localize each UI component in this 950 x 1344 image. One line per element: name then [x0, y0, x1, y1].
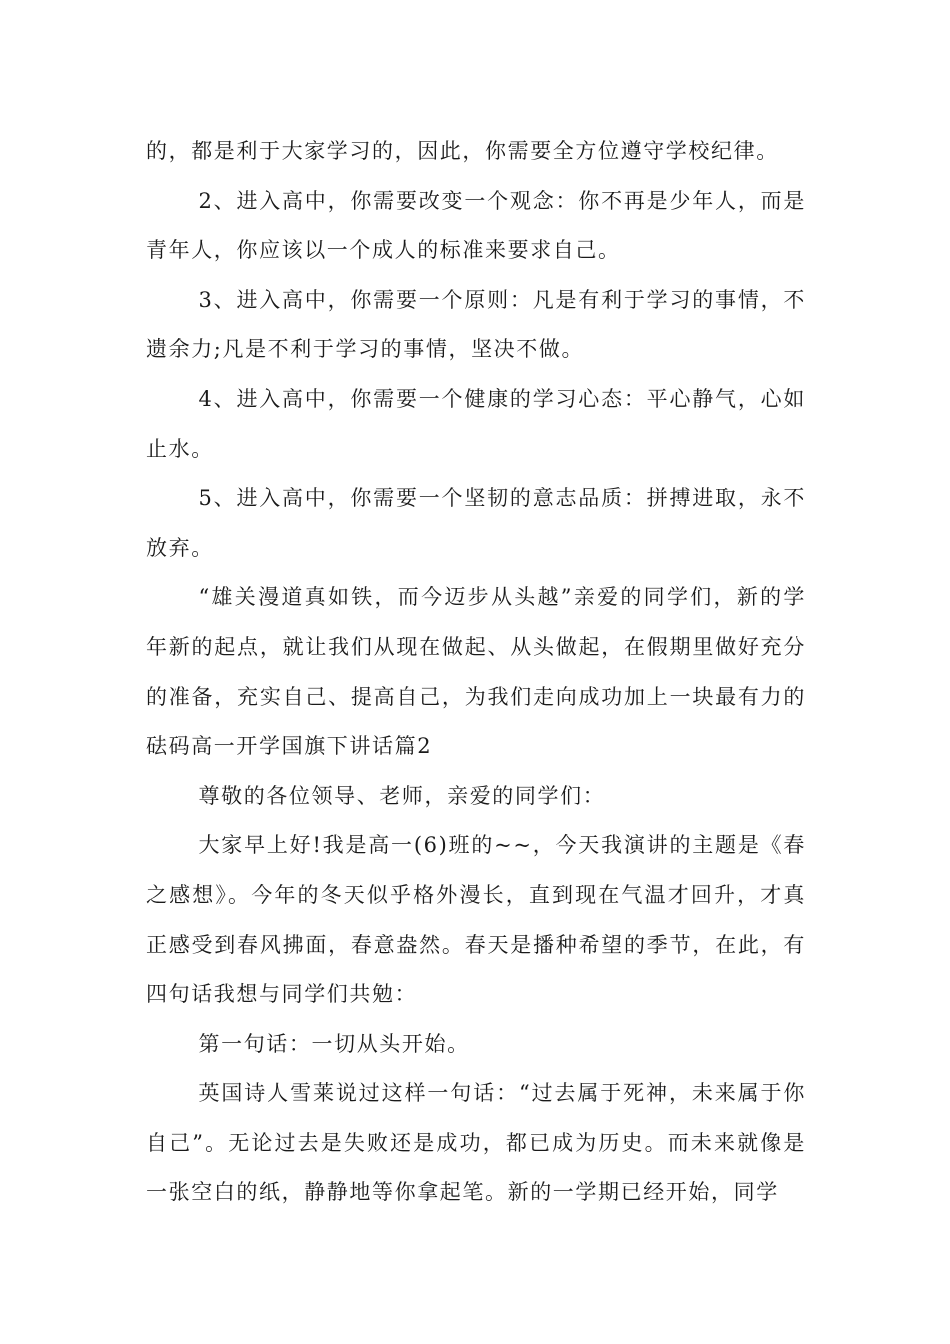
paragraph: 3、进入高中，你需要一个原则：凡是有利于学习的事情，不遗余力;凡是不利于学习的事情，坚决不做。 [146, 287, 806, 362]
paragraph: 5、进入高中，你需要一个坚韧的意志品质：拼搏进取，永不放弃。 [146, 486, 806, 560]
body-text [146, 127, 806, 1218]
paragraph: 第一句话：一切从头开始。 [198, 1031, 470, 1056]
paragraph: 2、进入高中，你需要改变一个观念：你不再是少年人，而是青年人，你应该以一个成人的标准来要求自己。 [146, 188, 806, 263]
paragraph: “雄关漫道真如铁，而今迈步从头越”亲爱的同学们，新的学年新的起点，就让我们从现在做起、从头做起，在假期里做好充分的准备，充实自己、提高自己，为我们走向成功加上一块最有力的砝码高一开学国旗下讲话篇2 [146, 585, 806, 759]
paragraph: 的，都是利于大家学习的，因此，你需要全方位遵守学校纪律。 [146, 139, 779, 163]
paragraph: 英国诗人雪莱说过这样一句话：“过去属于死神，未来属于你自己”。无论过去是失败还是成功，都已成为历史。而未来就像是一张空白的纸，静静地等你拿起笔。新的一学期已经开始，同学 [146, 1081, 806, 1205]
paragraph: 4、进入高中，你需要一个健康的学习心态：平心静气，心如止水。 [146, 386, 806, 461]
paragraph: 尊敬的各位领导、老师，亲爱的同学们： [198, 783, 606, 808]
paragraph: 大家早上好!我是高一(6)班的~~，今天我演讲的主题是《春之感想》。今年的冬天似乎格外漫长，直到现在气温才回升，才真正感受到春风拂面，春意盎然。春天是播种希望的季节，在此，有四句话我想与同学们共勉： [146, 833, 806, 1007]
